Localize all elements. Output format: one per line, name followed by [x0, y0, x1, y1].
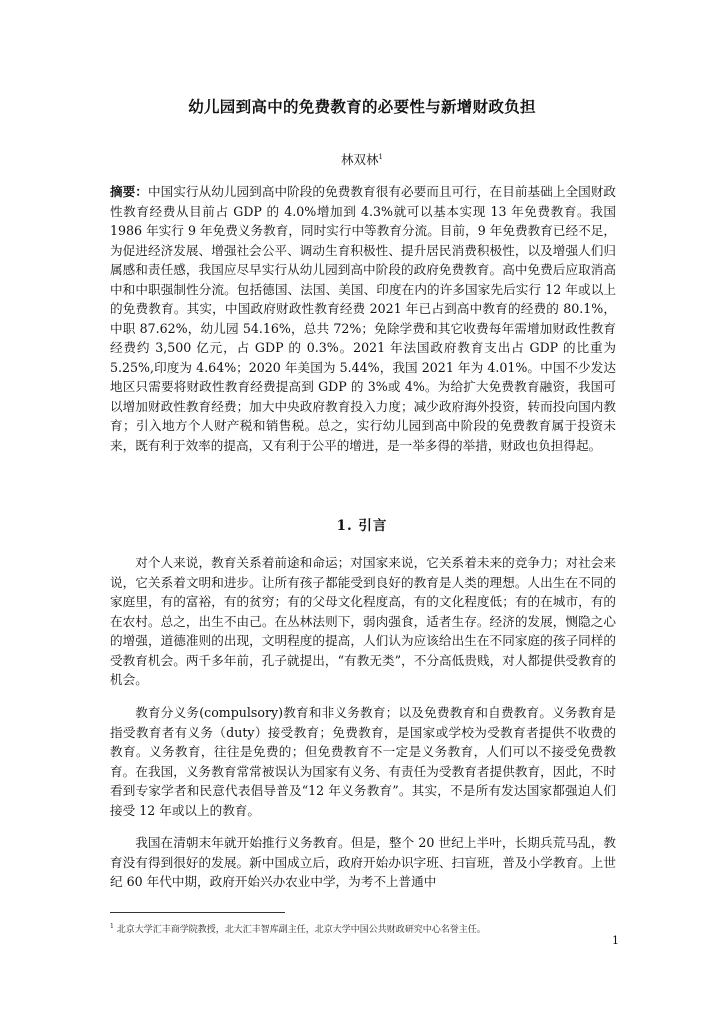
footnote-mark: 1	[110, 923, 114, 930]
body-paragraph-3: 我国在清朝末年就开始推行义务教育。但是，整个 20 世纪上半叶，长期兵荒马乱，教育没有得到很好的发展。新中国成立后，政府开始办识字班、扫盲班，普及小学教育。上世纪 60 年代中期，政府开始兴办农业中学，为考不上普通中	[110, 835, 616, 889]
abstract	[110, 182, 616, 455]
author-name: 林双林	[341, 152, 379, 167]
footnote	[110, 920, 630, 937]
abstract-text: 中国实行从幼儿园到高中阶段的免费教育很有必要而且可行，在目前基础上全国财政性教育经费从目前占 GDP 的 4.0%增加到 4.3%就可以基本实现 13 年免费教育。我国 1986 年实行 9 年免费义务教育，同时实行中等教育分流。目前，9 年免费教育已经不足，为促进经济发展、增强社会公平、调动生育积极性、提升居民消费积极性，以及增强人们归属感和责任感，我国应尽早实行从幼儿园到高中阶段的政府免费教育。高中免费后应取消高中和中职强制性分流。包括德国、法国、美国、印度在内的许多国家先后实行 12 年或以上的免费教育。其实，中国政府财政性教育经费 2021 年已占到高中教育的经费的 80.1%，中职 87.62%，幼儿园 54.16%，总共 72%；免除学费和其它收费每年需增加财政性教育经费约 3,500 亿元，占 GDP 的 0.3%。2021 年法国政府教育支出占 GDP 的比重为 5.25%,印度为 4.64%；2020 年美国为 5.44%，我国 2021 年为 4.01%。中国不少发达地区只需要将财政性教育经费提高到 GDP 的 3%或 4%。为给扩大免费教育融资，我国可以增加财政性教育经费；加大中央政府教育投入力度；减少政府海外投资，转而投向国内教育；引入地方个人财产税和销售税。总之，实行幼儿园到高中阶段的免费教育属于投资未来，既有利于效率的提高，又有利于公平的增进，是一举多得的举措，财政也负担得起。	[110, 184, 617, 453]
footnote-text: 北京大学汇丰商学院教授，北大汇丰智库副主任，北京大学中国公共财政研究中心名誉主任。	[116, 925, 486, 935]
footnote-reference-mark: 1	[378, 152, 383, 161]
footnote-divider	[110, 912, 285, 913]
body-paragraph-1: 对个人来说，教育关系着前途和命运；对国家来说，它关系着未来的竞争力；对社会来说，它关系着文明和进步。让所有孩子都能受到良好的教育是人类的理想。人出生在不同的家庭里，有的富裕，有的贫穷；有的父母文化程度高，有的文化程度低；有的在城市，有的在农村。总之，出生不由己。在丛林法则下，弱肉强食，适者生存。经济的发展，恻隐之心的增强，道德准则的出现，文明程度的提高，人们认为应该给出生在不同家庭的孩子同样的受教育机会。两千多年前，孔子就提出，“有教无类”，不分高低贵贱，对人都提供受教育的机会。	[110, 555, 616, 687]
author-line	[0, 150, 724, 168]
abstract-label: 摘要：	[110, 184, 148, 199]
page-number: 1	[612, 934, 619, 947]
paper-title: 幼儿园到高中的免费教育的必要性与新增财政负担	[188, 97, 536, 116]
body-paragraph-2: 教育分义务(compulsory)教育和非义务教育；以及免费教育和自费教育。义务教育是指受教育者有义务（duty）接受教育；免费教育，是国家或学校为受教育者提供不收费的教育。义务教育，往往是免费的；但免费教育不一定是义务教育，人们可以不接受免费教育。在我国，义务教育常常被误认为国家有义务、有责任为受教育者提供教育，因此，不时看到专家学者和民意代表倡导普及“12 年义务教育”。其实，不是所有发达国家都强迫人们接受 12 年或以上的教育。	[110, 705, 616, 818]
section-heading: 1. 引言	[336, 518, 388, 534]
